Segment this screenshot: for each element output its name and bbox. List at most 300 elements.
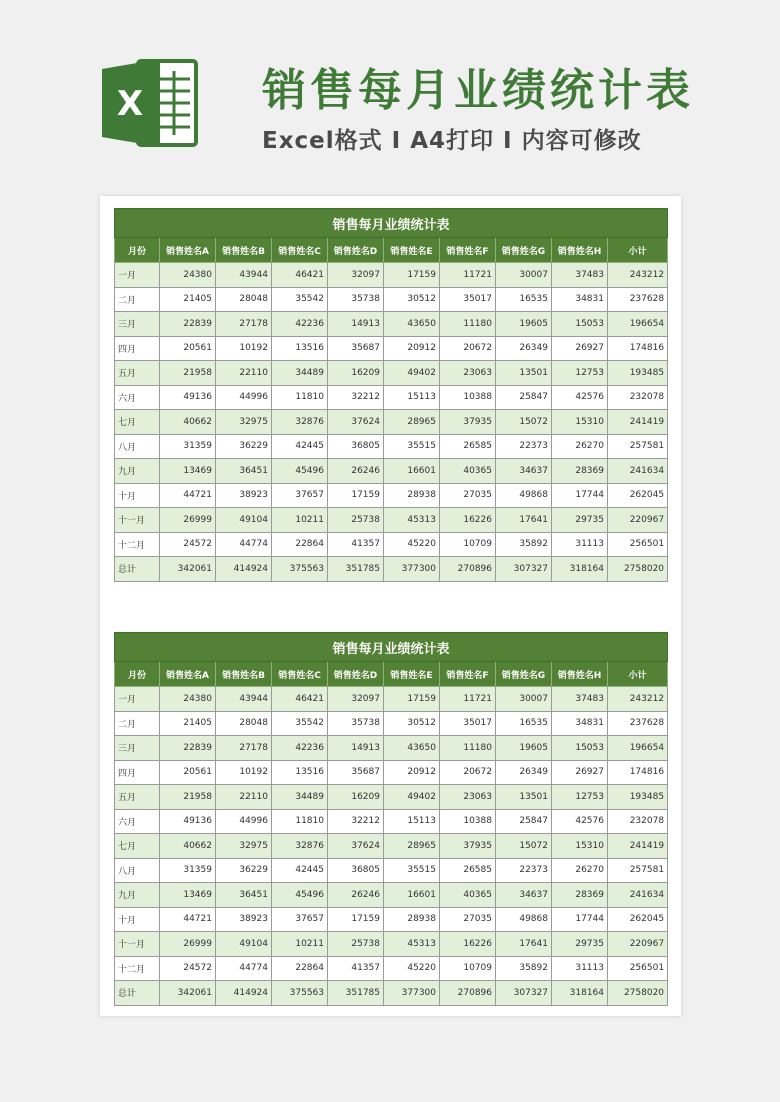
value-cell: 32097 xyxy=(328,263,384,288)
value-cell: 45313 xyxy=(384,508,440,533)
column-header: 销售姓名A xyxy=(160,662,216,687)
month-cell: 十二月 xyxy=(115,956,160,981)
column-header: 销售姓名E xyxy=(384,238,440,263)
value-cell: 27178 xyxy=(216,736,272,761)
value-cell: 43944 xyxy=(216,263,272,288)
value-cell: 44774 xyxy=(216,956,272,981)
value-cell: 377300 xyxy=(384,981,440,1006)
value-cell: 43650 xyxy=(384,736,440,761)
value-cell: 44996 xyxy=(216,385,272,410)
value-cell: 26927 xyxy=(552,760,608,785)
month-cell: 五月 xyxy=(115,785,160,810)
value-cell: 49104 xyxy=(216,932,272,957)
value-cell: 15053 xyxy=(552,736,608,761)
table-row xyxy=(115,711,668,736)
value-cell: 28938 xyxy=(384,907,440,932)
column-header: 销售姓名A xyxy=(160,238,216,263)
month-cell: 总计 xyxy=(115,557,160,582)
value-cell: 11721 xyxy=(440,687,496,712)
value-cell: 241419 xyxy=(608,834,668,859)
value-cell: 45496 xyxy=(272,883,328,908)
value-cell: 11180 xyxy=(440,736,496,761)
table-row xyxy=(115,459,668,484)
month-cell: 一月 xyxy=(115,263,160,288)
value-cell: 241634 xyxy=(608,459,668,484)
column-header: 销售姓名E xyxy=(384,662,440,687)
value-cell: 10709 xyxy=(440,956,496,981)
column-header: 销售姓名H xyxy=(552,662,608,687)
value-cell: 34831 xyxy=(552,711,608,736)
value-cell: 15113 xyxy=(384,809,440,834)
value-cell: 307327 xyxy=(496,981,552,1006)
value-cell: 16209 xyxy=(328,361,384,386)
value-cell: 20561 xyxy=(160,760,216,785)
value-cell: 26927 xyxy=(552,336,608,361)
value-cell: 16601 xyxy=(384,459,440,484)
table-row xyxy=(115,956,668,981)
value-cell: 2758020 xyxy=(608,557,668,582)
value-cell: 256501 xyxy=(608,532,668,557)
value-cell: 42445 xyxy=(272,858,328,883)
value-cell: 243212 xyxy=(608,263,668,288)
value-cell: 26246 xyxy=(328,883,384,908)
value-cell: 237628 xyxy=(608,287,668,312)
value-cell: 37483 xyxy=(552,687,608,712)
value-cell: 49136 xyxy=(160,809,216,834)
value-cell: 10211 xyxy=(272,508,328,533)
value-cell: 26270 xyxy=(552,434,608,459)
month-cell: 四月 xyxy=(115,760,160,785)
value-cell: 34637 xyxy=(496,459,552,484)
value-cell: 13501 xyxy=(496,785,552,810)
value-cell: 22864 xyxy=(272,532,328,557)
month-cell: 六月 xyxy=(115,809,160,834)
value-cell: 30007 xyxy=(496,263,552,288)
value-cell: 22864 xyxy=(272,956,328,981)
value-cell: 10211 xyxy=(272,932,328,957)
value-cell: 256501 xyxy=(608,956,668,981)
value-cell: 45496 xyxy=(272,459,328,484)
value-cell: 26349 xyxy=(496,336,552,361)
value-cell: 30512 xyxy=(384,711,440,736)
column-header: 销售姓名B xyxy=(216,238,272,263)
table-row xyxy=(115,385,668,410)
column-header: 销售姓名G xyxy=(496,238,552,263)
value-cell: 232078 xyxy=(608,809,668,834)
value-cell: 24572 xyxy=(160,532,216,557)
value-cell: 38923 xyxy=(216,907,272,932)
sales-table-1 xyxy=(114,208,668,582)
value-cell: 28938 xyxy=(384,483,440,508)
value-cell: 28369 xyxy=(552,459,608,484)
page-title: 销售每月业绩统计表 xyxy=(262,65,694,116)
value-cell: 20912 xyxy=(384,760,440,785)
month-cell: 十一月 xyxy=(115,932,160,957)
value-cell: 32876 xyxy=(272,410,328,435)
month-cell: 四月 xyxy=(115,336,160,361)
month-cell: 七月 xyxy=(115,834,160,859)
value-cell: 196654 xyxy=(608,736,668,761)
value-cell: 10192 xyxy=(216,760,272,785)
table-row xyxy=(115,361,668,386)
value-cell: 2758020 xyxy=(608,981,668,1006)
value-cell: 21958 xyxy=(160,361,216,386)
value-cell: 41357 xyxy=(328,532,384,557)
value-cell: 21405 xyxy=(160,711,216,736)
month-cell: 十二月 xyxy=(115,532,160,557)
value-cell: 24380 xyxy=(160,687,216,712)
value-cell: 42576 xyxy=(552,809,608,834)
value-cell: 19605 xyxy=(496,736,552,761)
value-cell: 241634 xyxy=(608,883,668,908)
value-cell: 43944 xyxy=(216,687,272,712)
value-cell: 36805 xyxy=(328,434,384,459)
column-header: 销售姓名B xyxy=(216,662,272,687)
value-cell: 12753 xyxy=(552,361,608,386)
value-cell: 375563 xyxy=(272,557,328,582)
value-cell: 37935 xyxy=(440,410,496,435)
value-cell: 26349 xyxy=(496,760,552,785)
value-cell: 22373 xyxy=(496,434,552,459)
value-cell: 13516 xyxy=(272,760,328,785)
value-cell: 318164 xyxy=(552,981,608,1006)
value-cell: 20672 xyxy=(440,760,496,785)
value-cell: 35017 xyxy=(440,711,496,736)
month-cell: 一月 xyxy=(115,687,160,712)
page-header xyxy=(0,0,780,180)
value-cell: 17744 xyxy=(552,907,608,932)
value-cell: 26246 xyxy=(328,459,384,484)
value-cell: 14913 xyxy=(328,312,384,337)
value-cell: 42236 xyxy=(272,312,328,337)
value-cell: 44721 xyxy=(160,907,216,932)
month-cell: 二月 xyxy=(115,287,160,312)
value-cell: 35687 xyxy=(328,760,384,785)
value-cell: 20912 xyxy=(384,336,440,361)
value-cell: 37624 xyxy=(328,410,384,435)
value-cell: 44721 xyxy=(160,483,216,508)
value-cell: 25738 xyxy=(328,508,384,533)
value-cell: 307327 xyxy=(496,557,552,582)
value-cell: 16226 xyxy=(440,508,496,533)
excel-logo-icon xyxy=(100,55,200,151)
table-header-row xyxy=(115,662,668,687)
table-row xyxy=(115,760,668,785)
value-cell: 49104 xyxy=(216,508,272,533)
value-cell: 196654 xyxy=(608,312,668,337)
value-cell: 22110 xyxy=(216,361,272,386)
value-cell: 32212 xyxy=(328,385,384,410)
table-row xyxy=(115,532,668,557)
value-cell: 35515 xyxy=(384,858,440,883)
column-header: 销售姓名F xyxy=(440,662,496,687)
table-row xyxy=(115,312,668,337)
value-cell: 17744 xyxy=(552,483,608,508)
month-cell: 五月 xyxy=(115,361,160,386)
value-cell: 22373 xyxy=(496,858,552,883)
value-cell: 42236 xyxy=(272,736,328,761)
value-cell: 45313 xyxy=(384,932,440,957)
value-cell: 257581 xyxy=(608,858,668,883)
value-cell: 23063 xyxy=(440,361,496,386)
value-cell: 37483 xyxy=(552,263,608,288)
value-cell: 243212 xyxy=(608,687,668,712)
value-cell: 38923 xyxy=(216,483,272,508)
month-cell: 八月 xyxy=(115,858,160,883)
column-header: 销售姓名H xyxy=(552,238,608,263)
value-cell: 193485 xyxy=(608,785,668,810)
month-cell: 十月 xyxy=(115,907,160,932)
column-header: 销售姓名C xyxy=(272,662,328,687)
value-cell: 20561 xyxy=(160,336,216,361)
value-cell: 15072 xyxy=(496,834,552,859)
value-cell: 17159 xyxy=(328,907,384,932)
table-body xyxy=(115,263,668,582)
value-cell: 17159 xyxy=(384,687,440,712)
value-cell: 20672 xyxy=(440,336,496,361)
value-cell: 257581 xyxy=(608,434,668,459)
value-cell: 13501 xyxy=(496,361,552,386)
value-cell: 49402 xyxy=(384,785,440,810)
value-cell: 342061 xyxy=(160,557,216,582)
value-cell: 11180 xyxy=(440,312,496,337)
value-cell: 30007 xyxy=(496,687,552,712)
value-cell: 15113 xyxy=(384,385,440,410)
value-cell: 17159 xyxy=(328,483,384,508)
value-cell: 35017 xyxy=(440,287,496,312)
value-cell: 35687 xyxy=(328,336,384,361)
value-cell: 36229 xyxy=(216,858,272,883)
table-row xyxy=(115,858,668,883)
column-header: 月份 xyxy=(115,238,160,263)
table-row xyxy=(115,483,668,508)
value-cell: 35738 xyxy=(328,711,384,736)
value-cell: 34489 xyxy=(272,361,328,386)
table-title: 销售每月业绩统计表 xyxy=(115,633,668,662)
column-header: 销售姓名D xyxy=(328,238,384,263)
value-cell: 32975 xyxy=(216,834,272,859)
month-cell: 三月 xyxy=(115,736,160,761)
value-cell: 26999 xyxy=(160,932,216,957)
value-cell: 21958 xyxy=(160,785,216,810)
value-cell: 10709 xyxy=(440,532,496,557)
value-cell: 16535 xyxy=(496,287,552,312)
value-cell: 22839 xyxy=(160,736,216,761)
value-cell: 34489 xyxy=(272,785,328,810)
table-body xyxy=(115,687,668,1006)
value-cell: 41357 xyxy=(328,956,384,981)
value-cell: 45220 xyxy=(384,956,440,981)
value-cell: 19605 xyxy=(496,312,552,337)
value-cell: 22839 xyxy=(160,312,216,337)
value-cell: 28048 xyxy=(216,287,272,312)
value-cell: 414924 xyxy=(216,981,272,1006)
value-cell: 13469 xyxy=(160,459,216,484)
value-cell: 32975 xyxy=(216,410,272,435)
value-cell: 27035 xyxy=(440,483,496,508)
value-cell: 37935 xyxy=(440,834,496,859)
month-cell: 总计 xyxy=(115,981,160,1006)
value-cell: 11810 xyxy=(272,385,328,410)
value-cell: 262045 xyxy=(608,907,668,932)
value-cell: 49136 xyxy=(160,385,216,410)
value-cell: 27035 xyxy=(440,907,496,932)
value-cell: 174816 xyxy=(608,760,668,785)
value-cell: 34637 xyxy=(496,883,552,908)
value-cell: 17641 xyxy=(496,508,552,533)
value-cell: 36229 xyxy=(216,434,272,459)
value-cell: 174816 xyxy=(608,336,668,361)
table-row xyxy=(115,557,668,582)
value-cell: 414924 xyxy=(216,557,272,582)
value-cell: 28369 xyxy=(552,883,608,908)
value-cell: 270896 xyxy=(440,981,496,1006)
value-cell: 49402 xyxy=(384,361,440,386)
value-cell: 29735 xyxy=(552,508,608,533)
value-cell: 46421 xyxy=(272,687,328,712)
value-cell: 193485 xyxy=(608,361,668,386)
value-cell: 16226 xyxy=(440,932,496,957)
table-row xyxy=(115,336,668,361)
column-header: 销售姓名F xyxy=(440,238,496,263)
value-cell: 10388 xyxy=(440,809,496,834)
value-cell: 12753 xyxy=(552,785,608,810)
value-cell: 32212 xyxy=(328,809,384,834)
column-header: 销售姓名C xyxy=(272,238,328,263)
table-row xyxy=(115,981,668,1006)
value-cell: 270896 xyxy=(440,557,496,582)
value-cell: 14913 xyxy=(328,736,384,761)
value-cell: 26585 xyxy=(440,434,496,459)
value-cell: 351785 xyxy=(328,981,384,1006)
value-cell: 28965 xyxy=(384,410,440,435)
value-cell: 318164 xyxy=(552,557,608,582)
column-header: 销售姓名G xyxy=(496,662,552,687)
value-cell: 24572 xyxy=(160,956,216,981)
logo-letter: X xyxy=(116,84,144,124)
value-cell: 241419 xyxy=(608,410,668,435)
value-cell: 46421 xyxy=(272,263,328,288)
value-cell: 15310 xyxy=(552,410,608,435)
column-header: 销售姓名D xyxy=(328,662,384,687)
month-cell: 十月 xyxy=(115,483,160,508)
value-cell: 351785 xyxy=(328,557,384,582)
month-cell: 三月 xyxy=(115,312,160,337)
value-cell: 35892 xyxy=(496,532,552,557)
value-cell: 23063 xyxy=(440,785,496,810)
column-header: 小计 xyxy=(608,238,668,263)
column-header: 小计 xyxy=(608,662,668,687)
value-cell: 17159 xyxy=(384,263,440,288)
value-cell: 10192 xyxy=(216,336,272,361)
value-cell: 342061 xyxy=(160,981,216,1006)
table-row xyxy=(115,687,668,712)
month-cell: 六月 xyxy=(115,385,160,410)
value-cell: 26585 xyxy=(440,858,496,883)
value-cell: 11721 xyxy=(440,263,496,288)
table-row xyxy=(115,434,668,459)
value-cell: 11810 xyxy=(272,809,328,834)
value-cell: 40365 xyxy=(440,459,496,484)
value-cell: 34831 xyxy=(552,287,608,312)
table-row xyxy=(115,932,668,957)
value-cell: 15310 xyxy=(552,834,608,859)
value-cell: 32876 xyxy=(272,834,328,859)
table-row xyxy=(115,508,668,533)
value-cell: 37657 xyxy=(272,483,328,508)
value-cell: 13469 xyxy=(160,883,216,908)
table-row xyxy=(115,287,668,312)
value-cell: 16209 xyxy=(328,785,384,810)
table-row xyxy=(115,785,668,810)
value-cell: 40662 xyxy=(160,834,216,859)
value-cell: 375563 xyxy=(272,981,328,1006)
value-cell: 36805 xyxy=(328,858,384,883)
table-row xyxy=(115,834,668,859)
value-cell: 25847 xyxy=(496,809,552,834)
table-row xyxy=(115,883,668,908)
month-cell: 二月 xyxy=(115,711,160,736)
month-cell: 九月 xyxy=(115,459,160,484)
value-cell: 36451 xyxy=(216,883,272,908)
value-cell: 377300 xyxy=(384,557,440,582)
value-cell: 16535 xyxy=(496,711,552,736)
table-header-row xyxy=(115,238,668,263)
value-cell: 49868 xyxy=(496,483,552,508)
value-cell: 16601 xyxy=(384,883,440,908)
value-cell: 31359 xyxy=(160,858,216,883)
month-cell: 九月 xyxy=(115,883,160,908)
value-cell: 35542 xyxy=(272,711,328,736)
value-cell: 232078 xyxy=(608,385,668,410)
month-cell: 七月 xyxy=(115,410,160,435)
value-cell: 21405 xyxy=(160,287,216,312)
value-cell: 15053 xyxy=(552,312,608,337)
table-row xyxy=(115,263,668,288)
table-row xyxy=(115,736,668,761)
value-cell: 26270 xyxy=(552,858,608,883)
value-cell: 37657 xyxy=(272,907,328,932)
value-cell: 26999 xyxy=(160,508,216,533)
value-cell: 40365 xyxy=(440,883,496,908)
value-cell: 13516 xyxy=(272,336,328,361)
value-cell: 30512 xyxy=(384,287,440,312)
value-cell: 35542 xyxy=(272,287,328,312)
value-cell: 43650 xyxy=(384,312,440,337)
value-cell: 25738 xyxy=(328,932,384,957)
table-row xyxy=(115,809,668,834)
value-cell: 44996 xyxy=(216,809,272,834)
value-cell: 49868 xyxy=(496,907,552,932)
value-cell: 28048 xyxy=(216,711,272,736)
value-cell: 45220 xyxy=(384,532,440,557)
value-cell: 32097 xyxy=(328,687,384,712)
value-cell: 40662 xyxy=(160,410,216,435)
value-cell: 29735 xyxy=(552,932,608,957)
value-cell: 24380 xyxy=(160,263,216,288)
value-cell: 28965 xyxy=(384,834,440,859)
table-row xyxy=(115,907,668,932)
value-cell: 25847 xyxy=(496,385,552,410)
table-row xyxy=(115,410,668,435)
value-cell: 44774 xyxy=(216,532,272,557)
month-cell: 八月 xyxy=(115,434,160,459)
page-subtitle: Excel格式 I A4打印 I 内容可修改 xyxy=(262,128,642,154)
value-cell: 22110 xyxy=(216,785,272,810)
value-cell: 220967 xyxy=(608,508,668,533)
value-cell: 220967 xyxy=(608,932,668,957)
value-cell: 36451 xyxy=(216,459,272,484)
